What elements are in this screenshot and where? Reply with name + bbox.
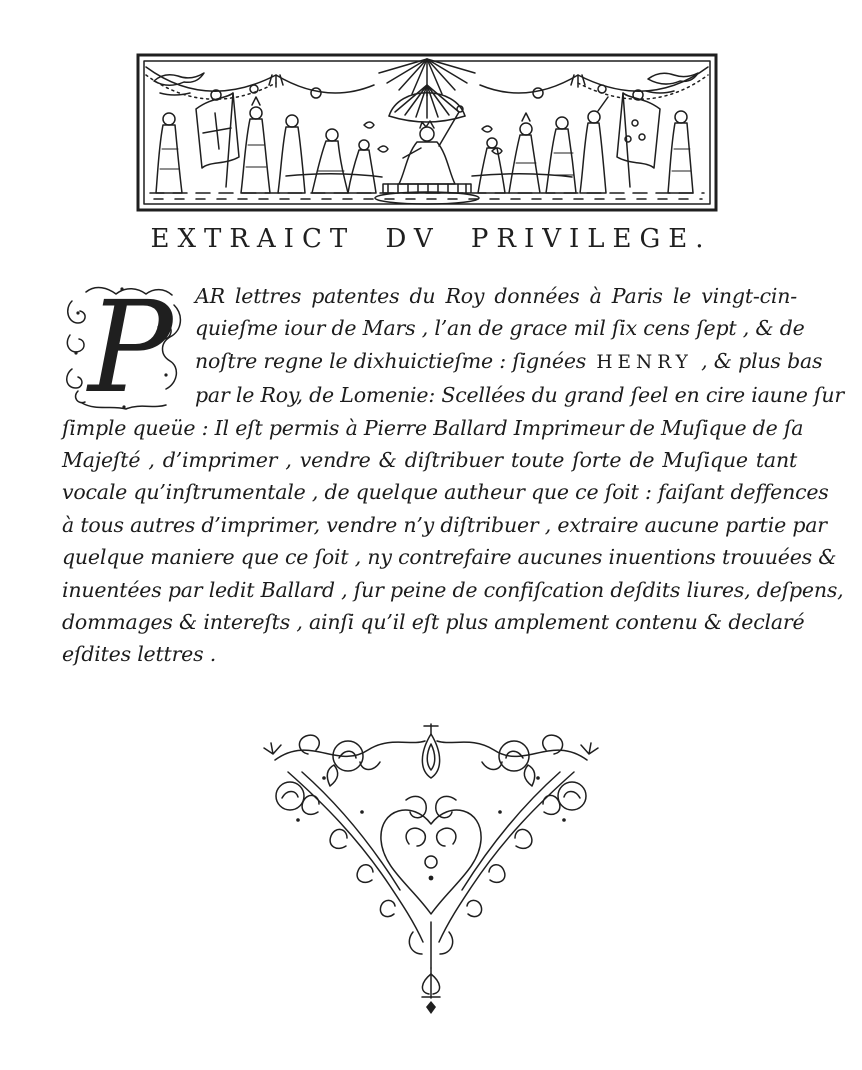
tailpiece-icon: [258, 716, 604, 1016]
text-line: ſimple queüe : Il eſt permis à Pierre Ballard Imprimeur de Muſique de ſa: [62, 415, 804, 440]
royal-audience-scene-icon: [136, 53, 718, 212]
text-line: par le Roy, de Lomenie: Scellées du grand ſeel en cire iaune ſur: [195, 383, 844, 408]
text-line: quieſme iour de Mars , l’an de grace mil ſix cens ſept , & de: [195, 316, 805, 341]
text-line: quelque maniere que ce ſoit , ny contrefaire aucunes inuentions trouuées &: [62, 545, 837, 570]
privilege-text: [62, 280, 844, 671]
drop-cap-icon: [62, 283, 187, 411]
text-before-name: noſtre regne le dixhuictieſme : ſignées: [195, 348, 587, 373]
text-line-last: eſdites lettres .: [62, 642, 217, 667]
royal-signature-name: HENRY: [596, 351, 693, 373]
text-line: à tous autres d’imprimer, vendre n’y diſtribuer , extraire aucune partie par: [62, 512, 827, 537]
text-line: AR lettres patentes du Roy données à Paris le vingt-cin-: [195, 284, 797, 308]
page-title: EXTRAICT DV PRIVILEGE.: [150, 224, 712, 254]
text-line: Majeſté , d’imprimer , vendre & diſtribuer toute ſorte de Muſique tant: [62, 448, 797, 473]
text-line: vocale qu’inſtrumentale , de quelque autheur que ce ſoit : faiſant deffences: [62, 480, 829, 505]
text-line: inuentées par ledit Ballard , ſur peine de confiſcation deſdits liures, deſpens,: [62, 577, 844, 602]
text-after-name: , & plus bas: [701, 348, 823, 373]
text-line: dommages & intereſts , ainſi qu’il eſt plus amplement contenu & declaré: [62, 610, 805, 635]
arabesque-tailpiece-ornament: [258, 716, 604, 1016]
svg-text:P: P: [88, 283, 173, 411]
ornate-initial-P: [62, 283, 187, 411]
header-woodcut-engraving: [136, 53, 718, 212]
